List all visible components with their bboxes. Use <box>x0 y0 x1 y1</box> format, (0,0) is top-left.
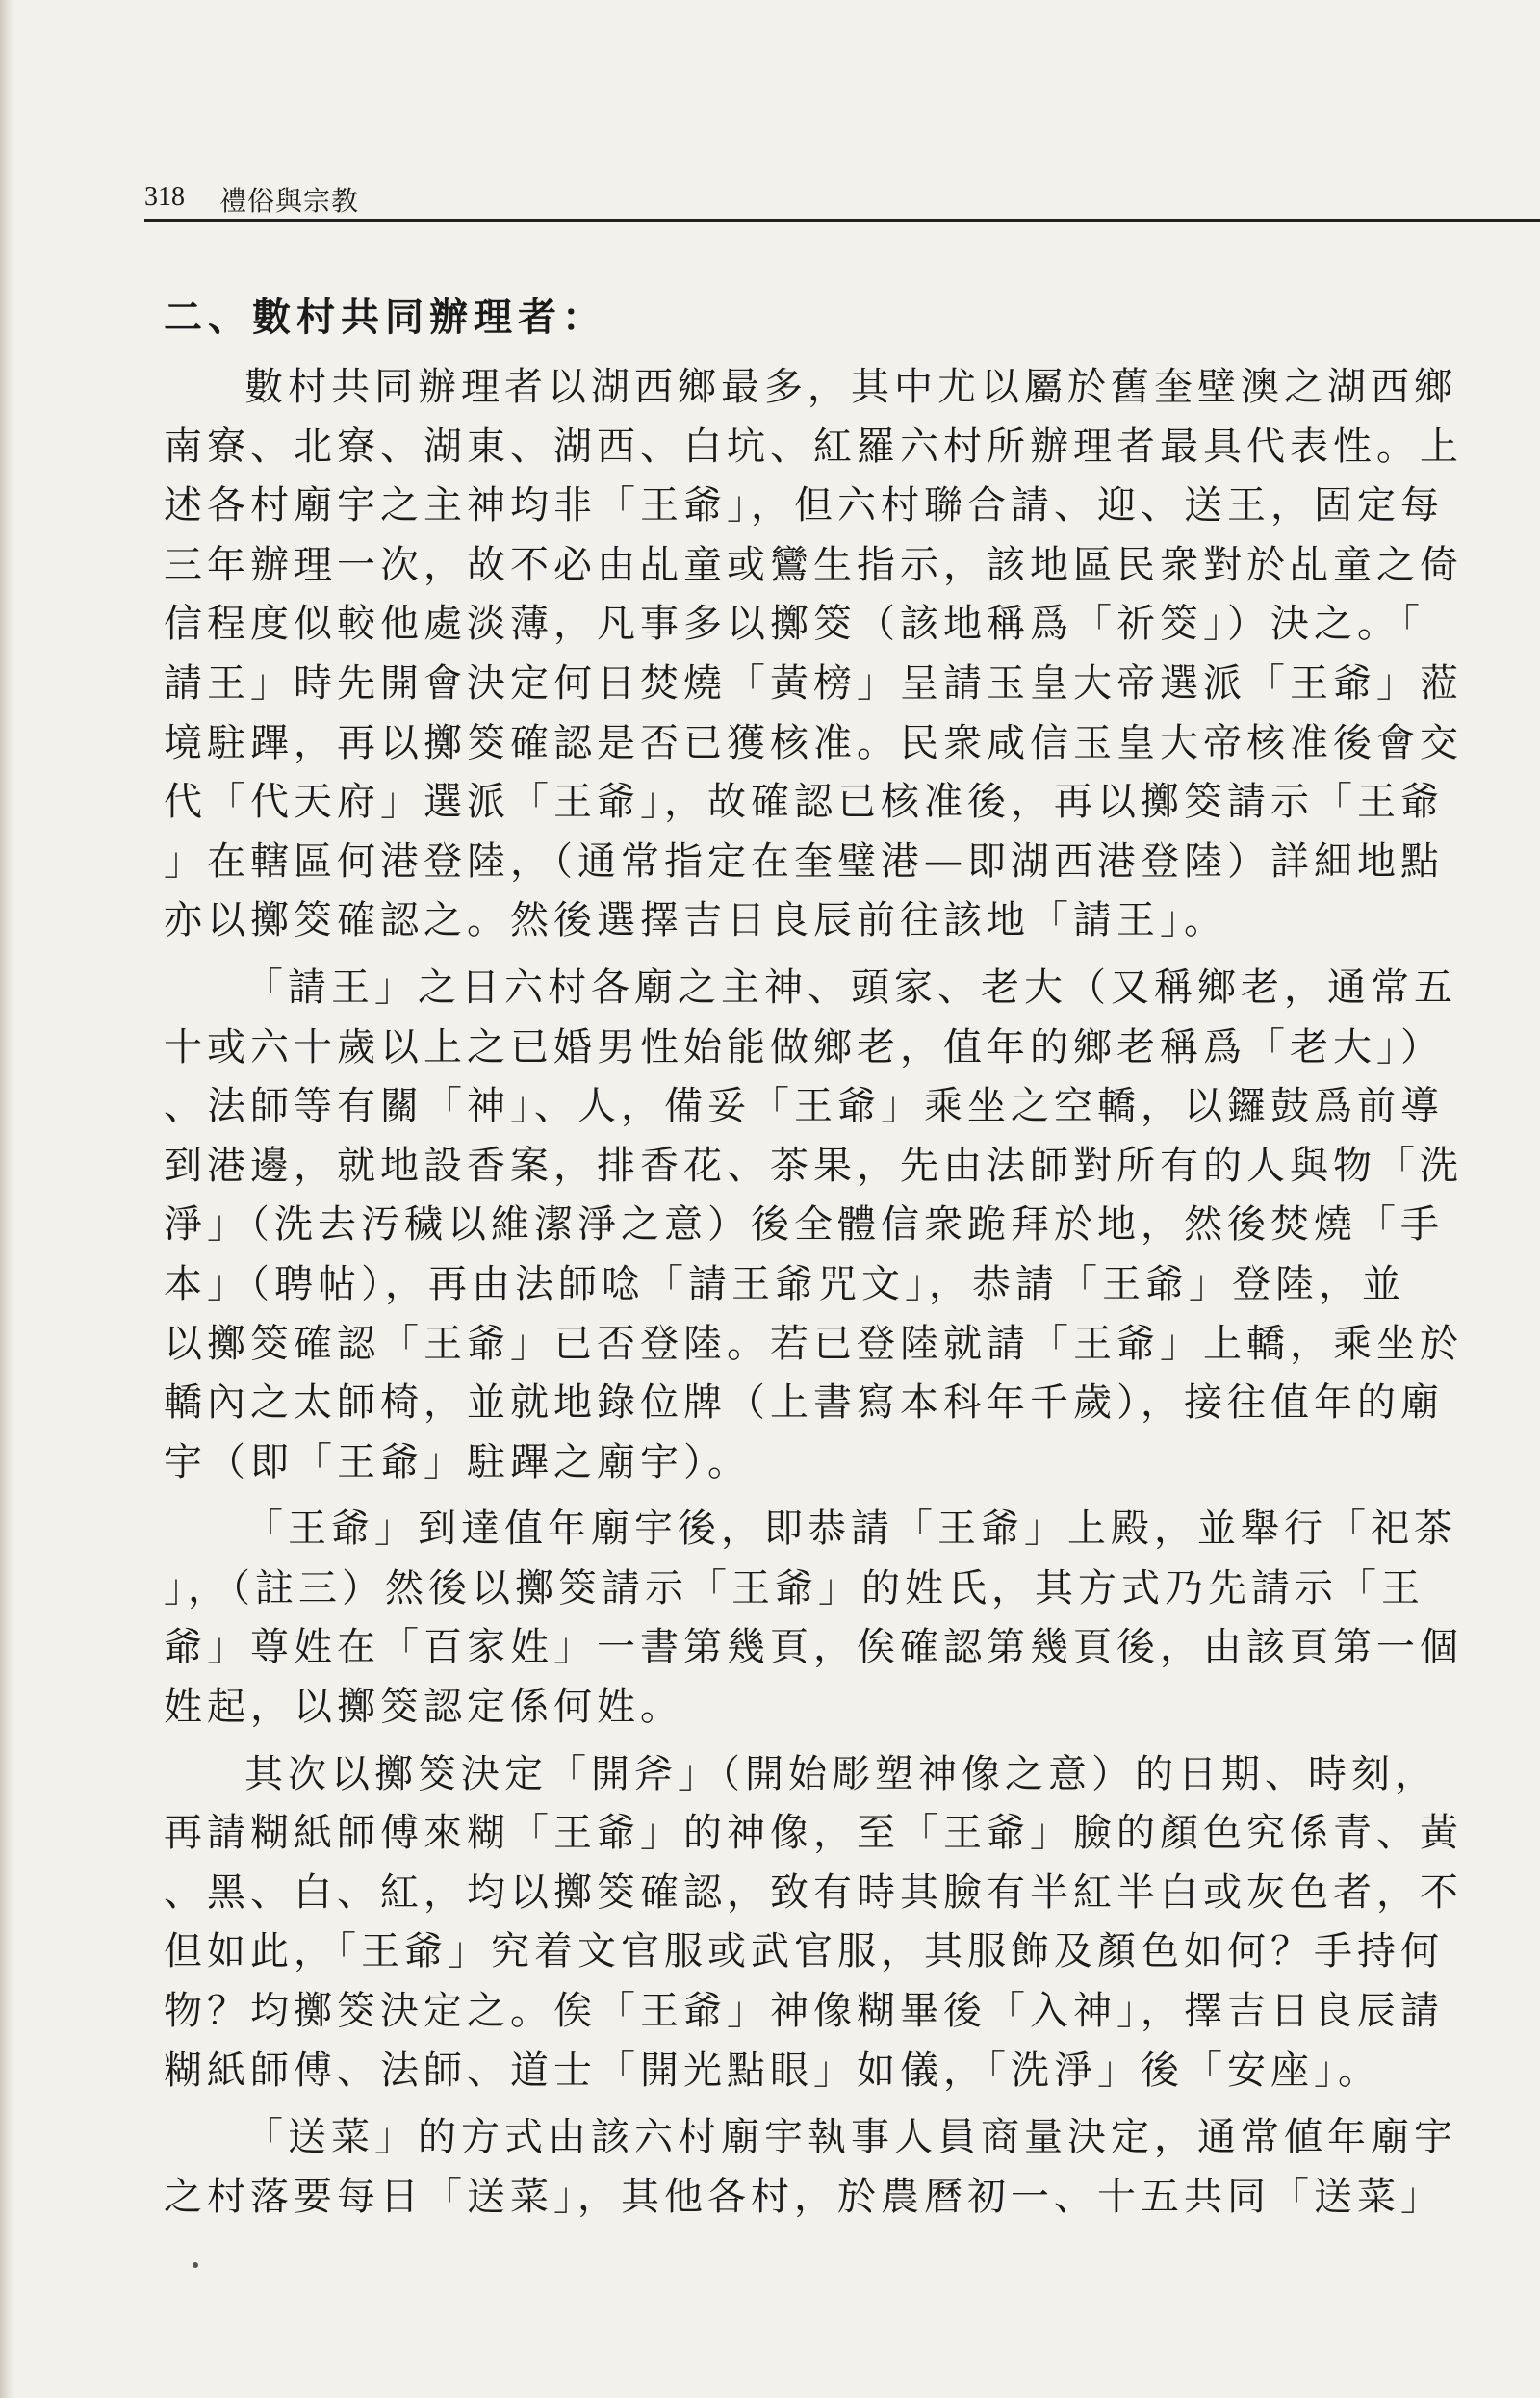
running-title: 禮俗與宗教 <box>219 185 360 217</box>
page-body <box>164 289 1530 2227</box>
text-line: 本」（聘帖），再由法師唸「請王爺咒文」，恭請「王爺」登陸，並 <box>164 1261 1405 1306</box>
text-line: 、法師等有關「神」、人，備妥「王爺」乘坐之空轎，以鑼鼓爲前導 <box>164 1084 1444 1129</box>
text-line: 糊紙師傅、法師、道士「開光點眼」如儀，「洗淨」後「安座」。 <box>164 2048 1381 2093</box>
paragraph <box>164 358 1530 951</box>
paragraph-gap <box>164 2101 1530 2108</box>
text-line: 南寮、北寮、湖東、湖西、白坑、紅羅六村所辦理者最具代表性。上 <box>164 424 1463 469</box>
paragraph <box>164 1500 1530 1737</box>
text-line: 三年辦理一次，故不必由乩童或鸞生指示，該地區民衆對於乩童之倚 <box>164 542 1463 587</box>
text-line: 」，（註三）然後以擲筊請示「王爺」的姓氏，其方式乃先請示「王 <box>164 1565 1424 1611</box>
text-line: 境駐蹕，再以擲筊確認是否已獲核准。民衆咸信玉皇大帝核准後會交 <box>164 720 1463 765</box>
running-header <box>144 178 1540 224</box>
text-line: 、黑、白、紅，均以擲筊確認，致有時其臉有半紅半白或灰色者，不 <box>164 1869 1463 1915</box>
paragraph <box>164 959 1530 1492</box>
text-line: 十或六十歲以上之已婚男性始能做鄉老，值年的鄉老稱爲「老大」） <box>164 1024 1444 1070</box>
text-line: 物？均擲筊決定之。俟「王爺」神像糊畢後「入神」，擇吉日良辰請 <box>164 1989 1444 2034</box>
paragraph-gap <box>164 1738 1530 1745</box>
text-line: 到港邊，就地設香案，排香花、茶果，先由法師對所有的人與物「洗 <box>164 1143 1463 1188</box>
header-rule <box>144 219 1540 222</box>
text-line: 亦以擲筊確認之。然後選擇吉日良辰前往該地「請王」。 <box>164 898 1227 943</box>
paragraph-gap <box>164 1492 1530 1500</box>
text-line: 」在轄區何港登陸，（通常指定在奎璧港—即湖西港登陸）詳細地點 <box>164 838 1444 884</box>
paragraph-gap <box>164 951 1530 959</box>
section-heading: 二、數村共同辦理者： <box>164 295 606 340</box>
text-line: 再請糊紙師傅來糊「王爺」的神像，至「王爺」臉的顏色究係青、黃 <box>164 1811 1463 1856</box>
text-line: 但如此，「王爺」究着文官服或武官服，其服飾及顏色如何？手持何 <box>164 1929 1444 1974</box>
text-line: 以擲筊確認「王爺」已否登陸。若已登陸就請「王爺」上轎，乘坐於 <box>164 1321 1463 1366</box>
text-line: 其次以擲筊決定「開斧」（開始彫塑神像之意）的日期、時刻， <box>244 1751 1438 1796</box>
text-line: 述各村廟宇之主神均非「王爺」，但六村聯合請、迎、送王，固定每 <box>164 483 1444 529</box>
paragraphs <box>164 358 1530 2227</box>
text-line: 代「代天府」選派「王爺」，故確認已核准後，再以擲筊請示「王爺 <box>164 780 1444 825</box>
text-line: 請王」時先開會決定何日焚燒「黃榜」呈請玉皇大帝選派「王爺」蒞 <box>164 660 1463 706</box>
page-number: 318 <box>144 182 185 212</box>
text-line: 「王爺」到達值年廟宇後，即恭請「王爺」上殿，並舉行「祀茶 <box>244 1507 1457 1552</box>
text-line: 姓起，以擲筊認定係何姓。 <box>164 1685 683 1730</box>
paragraph <box>164 1745 1530 2101</box>
text-line: 「請王」之日六村各廟之主神、頭家、老大（又稱鄉老，通常五 <box>244 965 1457 1010</box>
text-line: 之村落要每日「送菜」，其他各村，於農曆初一、十五共同「送菜」 <box>164 2174 1444 2219</box>
page-edge-shadow <box>0 0 13 2398</box>
text-line: 淨」（洗去汚穢以維潔淨之意）後全體信衆跪拜於地，然後焚燒「手 <box>164 1202 1444 1248</box>
text-line: 「送菜」的方式由該六村廟宇執事人員商量決定，通常値年廟宇 <box>244 2115 1457 2160</box>
scan-speck <box>192 2262 198 2268</box>
paragraph <box>164 2108 1530 2227</box>
text-line: 宇（即「王爺」駐蹕之廟宇）。 <box>164 1439 751 1484</box>
text-line: 爺」尊姓在「百家姓」一書第幾頁，俟確認第幾頁後，由該頁第一個 <box>164 1625 1463 1670</box>
text-line: 信程度似較他處淡薄，凡事多以擲筊（該地稱爲「祈筊」）決之。「 <box>164 602 1424 647</box>
text-line: 轎內之太師椅，並就地錄位牌（上書寫本科年千歲），接往值年的廟 <box>164 1380 1444 1426</box>
text-line: 數村共同辦理者以湖西鄉最多，其中尤以屬於舊奎壁澳之湖西鄉 <box>244 365 1457 409</box>
